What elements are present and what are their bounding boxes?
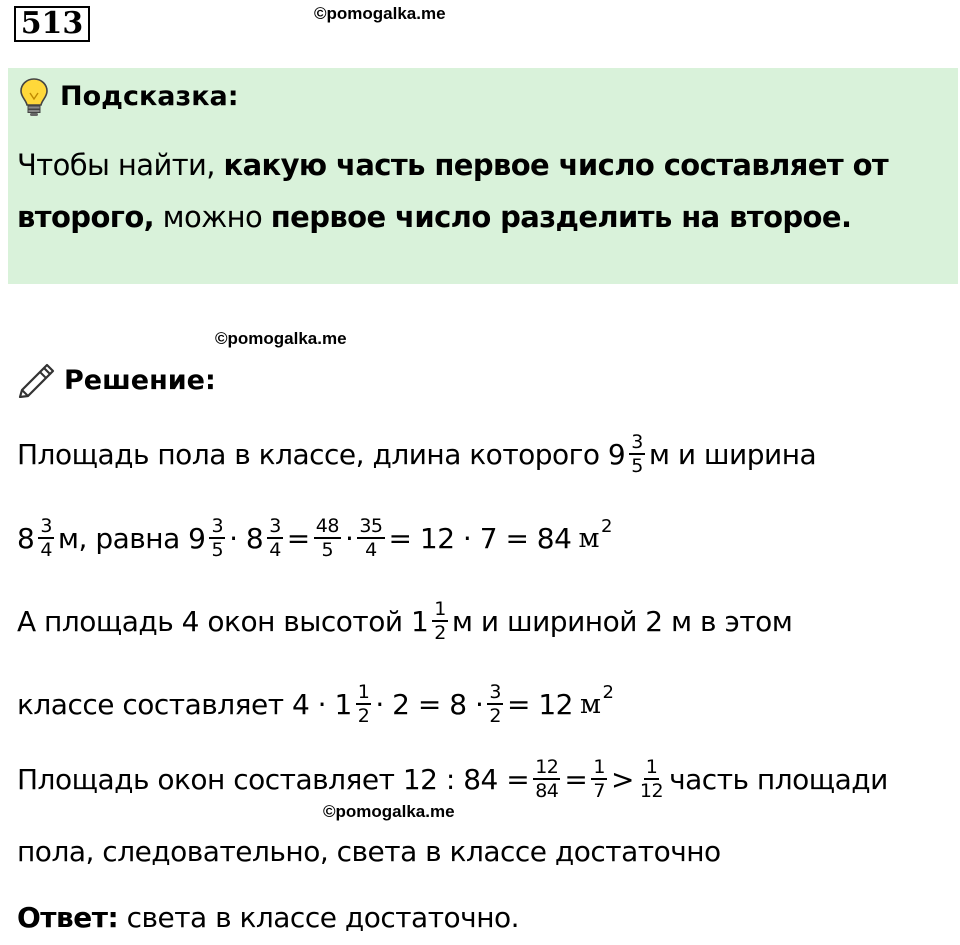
watermark: ©pomogalka.me: [314, 4, 446, 23]
fraction: $\frac{3}{2}$: [489, 680, 501, 727]
hint-line-2: второго, можно первое число разделить на второе.: [17, 200, 852, 234]
pencil-icon: [16, 360, 56, 398]
fraction: $\frac{3}{4}$: [40, 514, 52, 561]
solution-line-2: 8 $\frac{3}{4}$ м, равна 9 $\frac{3}{5}$ · 8 $\frac{3}{4}$ = $\frac{48}{5}$ · $\frac{35}{4}$ = 12 · 7 = 84 м 2: [17, 514, 612, 561]
hint-line-1: Чтобы найти, какую часть первое число составляет от: [17, 148, 889, 182]
fraction: $\frac{48}{5}$: [315, 514, 339, 561]
fraction: $\frac{35}{4}$: [359, 514, 383, 561]
task-number: 513: [14, 6, 90, 42]
answer-label: Ответ:: [17, 900, 119, 934]
hint-title: Подсказка:: [60, 81, 239, 112]
fraction: $\frac{3}{4}$: [269, 514, 281, 561]
fraction: $\frac{3}{5}$: [211, 514, 224, 561]
answer-line: Ответ: света в классе достаточно.: [17, 900, 520, 934]
watermark: ©pomogalka.me: [215, 329, 347, 348]
solution-line-1: Площадь пола в классе, длина которого 9 $\frac{3}{5}$ м и ширина: [17, 430, 817, 477]
lightbulb-icon: [18, 77, 50, 117]
solution-line-6: пола, следовательно, света в классе достаточно: [17, 834, 721, 868]
fraction: $\frac{1}{12}$: [639, 755, 664, 802]
fraction: $\frac{1}{7}$: [593, 755, 605, 802]
fraction: $\frac{3}{5}$: [631, 430, 643, 477]
fraction: $\frac{12}{84}$: [535, 755, 559, 802]
watermark: ©pomogalka.me: [323, 802, 455, 821]
solution-line-5: Площадь окон составляет 12 : 84 = $\frac{12}{84}$ = $\frac{1}{7}$ > $\frac{1}{12}$ часть площади: [17, 755, 888, 802]
solution-line-4: классе составляет 4 · 1 $\frac{1}{2}$ · 2 = 8 · $\frac{3}{2}$ = 12 м 2: [17, 680, 614, 727]
solution-title: Решение:: [64, 365, 216, 396]
fraction: $\frac{1}{2}$: [434, 597, 446, 644]
solution-line-3: А площадь 4 окон высотой 1 $\frac{1}{2}$ м и шириной 2 м в этом: [17, 597, 793, 644]
fraction: $\frac{1}{2}$: [357, 680, 370, 727]
